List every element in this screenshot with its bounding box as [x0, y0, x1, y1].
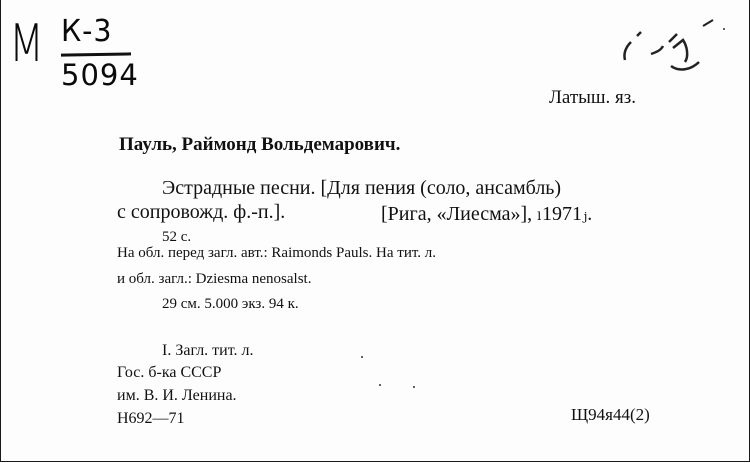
- speck: [413, 386, 415, 388]
- library-line-2: им. В. И. Ленина.: [117, 387, 237, 404]
- physical-description: 29 см. 5.000 экз. 94 к.: [162, 296, 299, 312]
- card-number: Н692—71: [117, 410, 185, 427]
- handwritten-scribble-icon: [613, 12, 723, 82]
- title-line-1: Эстрадные песни. [Для пения (соло, ансамбль): [162, 177, 562, 199]
- library-line-1: Гос. б-ка СССР: [117, 364, 222, 381]
- title-line-2-left: с сопровожд. ф.-п.].: [117, 201, 286, 223]
- handwritten-code-top: К-3: [61, 14, 113, 49]
- speck: [361, 356, 363, 358]
- handwritten-code-bottom: 5094: [61, 58, 139, 92]
- imprint: [Рига, «Лиесма»], ₗ1971ⱼ.: [381, 203, 593, 225]
- note-line-2: и обл. загл.: Dziesma nenosalst.: [117, 271, 312, 287]
- speck: [723, 28, 725, 30]
- author-heading: Пауль, Раймонд Вольдемарович.: [119, 134, 401, 155]
- note-line-1: На обл. перед загл. авт.: Raimonds Pauls. На тит. л.: [117, 245, 437, 261]
- shelf-mark: Щ94я44(2): [571, 405, 650, 424]
- handwritten-underline: [61, 52, 131, 56]
- speck: [379, 384, 381, 386]
- handwritten-letter: М: [9, 14, 45, 74]
- pages: 52 с.: [162, 229, 192, 245]
- language-note: Латыш. яз.: [549, 87, 637, 108]
- title-entry: I. Загл. тит. л.: [162, 342, 254, 359]
